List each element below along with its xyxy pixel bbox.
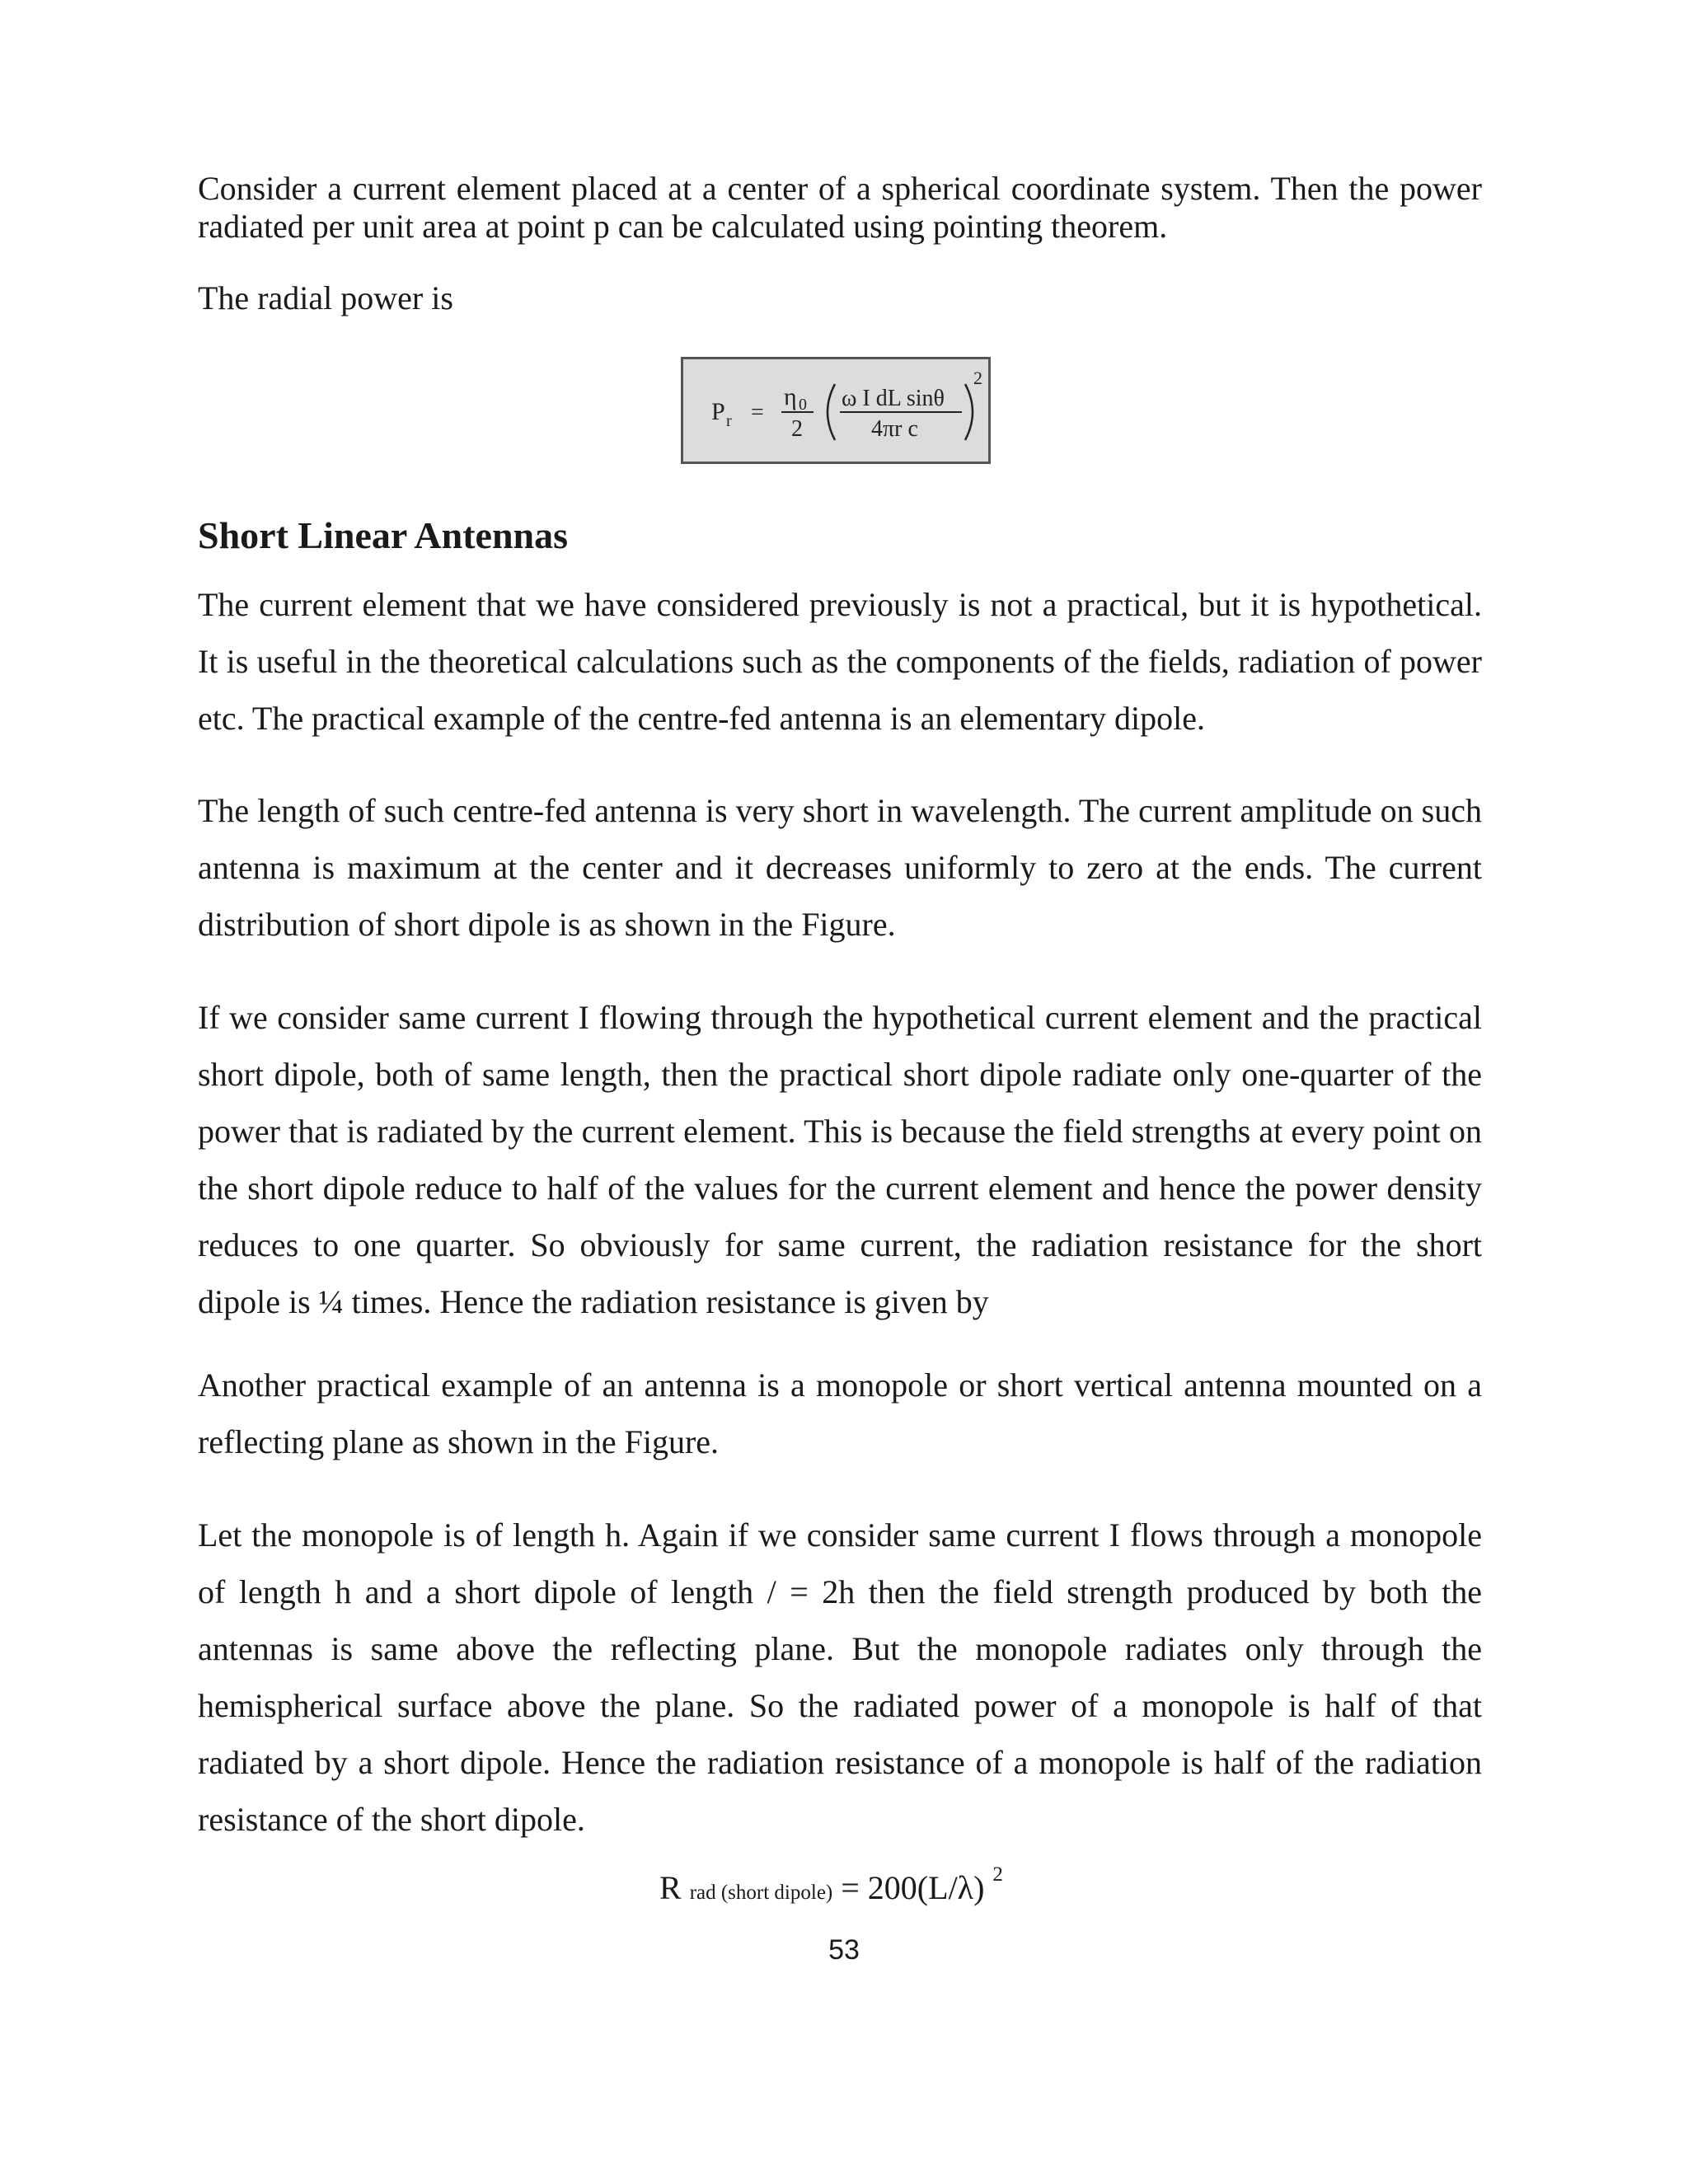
formula-inner-den: 4πr c <box>871 416 918 442</box>
formula-inner-num: ω I dL sinθ <box>842 386 945 411</box>
body-paragraph-5: Let the monopole is of length h. Again if we consider same current I flows through a monopole of length h and a short dipole of length / = 2h then the field strength produced by both the antennas is same above the reflecting plane. But the monopole radiates only through the hemispherical surface above the plane. So the radiated power of a monopole is half of that radiated by a short dipole. Hence the radiation resistance of a monopole is half of the radiation resistance of the short dipole. <box>198 1516 1482 1838</box>
formula2-lhs: R <box>659 1869 682 1906</box>
radiation-resistance-formula <box>659 1863 1003 1914</box>
formula-lhs-sub: r <box>726 412 732 430</box>
body-paragraph-2: The length of such centre-fed antenna is very short in wavelength. The current amplitude on such antenna is maximum at the center and it decreases uniformly to zero at the ends. The current distribution of short dipole is as shown in the Figure. <box>198 792 1482 943</box>
formula-left-paren <box>828 384 835 440</box>
formula-coef-num: η <box>784 383 797 410</box>
body-paragraph-3: If we consider same current I flowing through the hypothetical current element and the practical short dipole, both of same length, then the practical short dipole radiate only one-quarter of the power that is radiated by the current element. This is because the field strengths at every point on the short dipole reduce to half of the values for the current element and hence the power density reduces to one quarter. So obviously for same current, the radiation resistance for the short dipole is ¼ times. Hence the radiation resistance is given by <box>198 999 1482 1320</box>
formula-coef-den: 2 <box>791 416 803 442</box>
formula-equals: = <box>751 400 764 425</box>
section-heading: Short Linear Antennas <box>198 514 569 556</box>
body-paragraph-4: Another practical example of an antenna is a monopole or short vertical antenna mounted on a reflecting plane as shown in the Figure. <box>198 1366 1482 1460</box>
formula-right-paren <box>965 384 973 440</box>
radial-power-label: The radial power is <box>198 279 453 316</box>
formula2-rhs: = 200(L/λ) <box>841 1869 985 1906</box>
formula-coef-num-sub: 0 <box>799 396 807 414</box>
formula-lhs: P <box>711 398 725 425</box>
formula-exponent: 2 <box>973 368 982 388</box>
page-number: 53 <box>828 1934 860 1966</box>
intro-paragraph: Consider a current element placed at a center of a spherical coordinate system. Then the power radiated per unit area at point p can be calculated using pointing theorem. <box>198 170 1482 245</box>
formula2-exponent: 2 <box>992 1863 1003 1886</box>
formula2-lhs-sub: rad (short dipole) <box>689 1882 833 1904</box>
radial-power-formula <box>681 357 991 464</box>
body-paragraph-1: The current element that we have considered previously is not a practical, but it is hypothetical. It is useful in the theoretical calculations such as the components of the fields, radiation of power etc. The practical example of the centre-fed antenna is an elementary dipole. <box>198 586 1482 737</box>
